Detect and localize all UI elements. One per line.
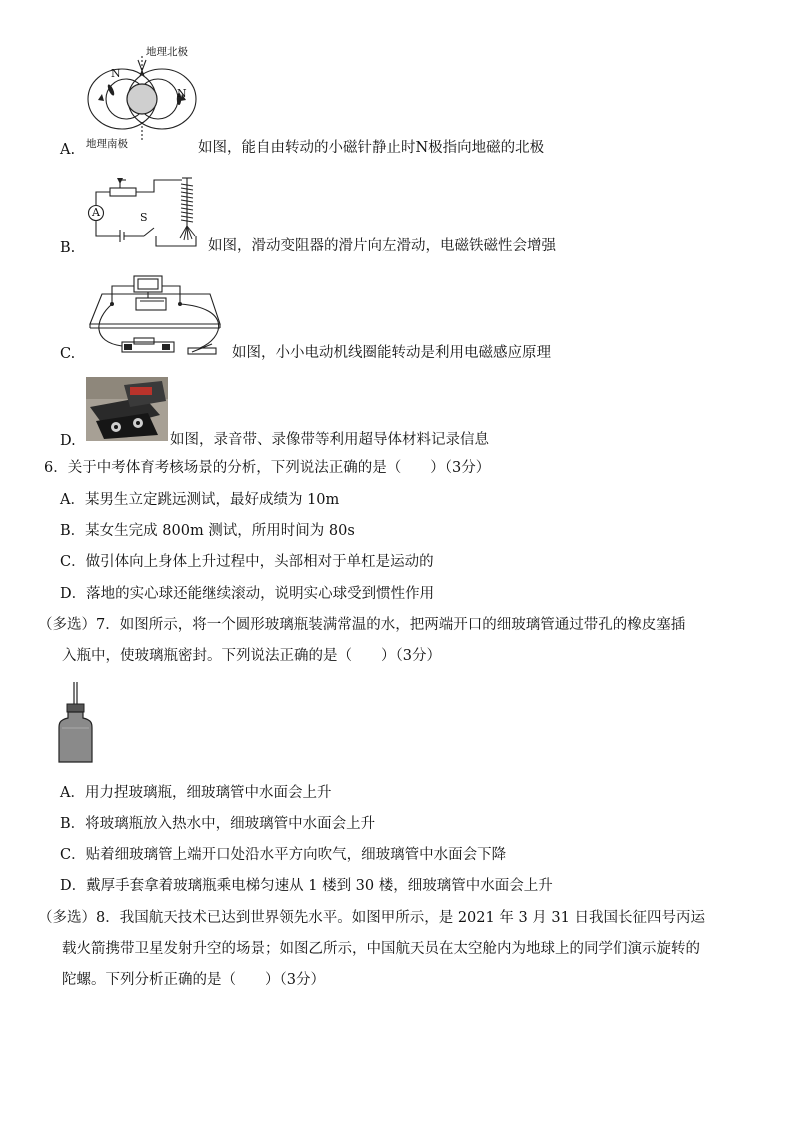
q8-stem-line-3: 陀螺。下列分析正确的是（ ）（3分） [62, 972, 325, 988]
q5-option-d-letter: D. [60, 433, 76, 449]
q7-option-c: C．贴着细玻璃管上端开口处沿水平方向吹气，细玻璃管中水面会下降 [60, 847, 507, 863]
q5-option-a-text: 如图，能自由转动的小磁针静止时N极指向地磁的北极 [198, 140, 545, 156]
q6-option-b: B．某女生完成 800m 测试，所用时间为 80s [60, 523, 355, 539]
q7-option-d: D．戴厚手套拿着玻璃瓶乘电梯匀速从 1 楼到 30 楼，细玻璃管中水面会上升 [60, 878, 553, 894]
glass-bottle-figure [56, 682, 96, 766]
glass-bottle-diagram [56, 682, 96, 766]
earth-magnetic-field-figure [84, 42, 200, 154]
q5-option-b-letter: B. [60, 240, 76, 256]
q6-option-d: D．落地的实心球还能继续滚动，说明实心球受到惯性作用 [60, 586, 435, 602]
label-geographic-south: 地理南极 [86, 138, 128, 150]
q5-option-c-text: 如图，小小电动机线圈能转动是利用电磁感应原理 [232, 345, 551, 361]
label-geographic-north: 地理北极 [146, 46, 188, 58]
electromagnet-circuit-figure [84, 170, 208, 252]
q7-option-b: B．将玻璃瓶放入热水中，细玻璃管中水面会上升 [60, 816, 376, 832]
cassette-tape-image [86, 377, 168, 441]
q5-option-b-text: 如图，滑动变阻器的滑片向左滑动，电磁铁磁性会增强 [208, 238, 556, 254]
q5-option-a-letter: A. [60, 142, 76, 158]
q5-option-d-text: 如图，录音带、录像带等利用超导体材料记录信息 [170, 432, 489, 448]
switch-label: S [140, 211, 148, 224]
q7-option-a: A．用力捏玻璃瓶，细玻璃管中水面会上升 [60, 785, 332, 801]
q7-stem-line-1: （多选）7．如图所示，将一个圆形玻璃瓶装满常温的水，把两端开口的细玻璃管通过带孔的橡皮塞插 [38, 617, 686, 633]
q7-stem-line-2: 入瓶中，使玻璃瓶密封。下列说法正确的是（ ）（3分） [62, 648, 441, 664]
label-n-left: N [111, 67, 121, 80]
electric-motor-figure [84, 272, 230, 362]
q5-option-c-letter: C. [60, 346, 76, 362]
q6-option-c: C．做引体向上身体上升过程中，头部相对于单杠是运动的 [60, 554, 434, 570]
electric-motor-diagram [84, 272, 230, 362]
q6-stem: 6．关于中考体育考核场景的分析，下列说法正确的是（ ）（3分） [44, 460, 491, 476]
q8-stem-line-2: 载火箭携带卫星发射升空的场景；如图乙所示，中国航天员在太空舱内为地球上的同学们演示旋转的 [62, 941, 700, 957]
ammeter-label: A [92, 206, 100, 219]
q8-stem-line-1: （多选）8．我国航天技术已达到世界领先水平。如图甲所示，是 2021 年 3 月 31 日我国长征四号丙运 [38, 910, 705, 926]
q6-option-a: A．某男生立定跳远测试，最好成绩为 10m [60, 492, 340, 508]
label-n-right: N [177, 87, 187, 100]
cassette-tape-photo [86, 377, 168, 441]
